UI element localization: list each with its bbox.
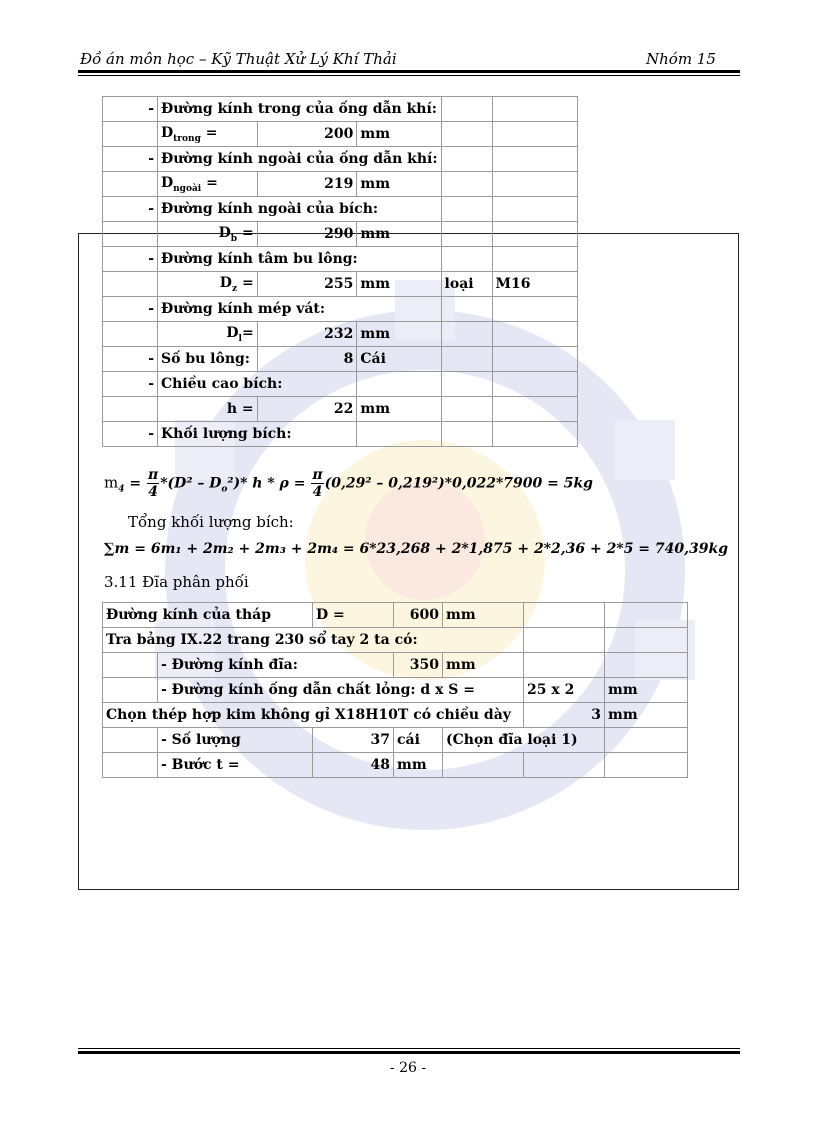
d-trong-value: 200 xyxy=(257,122,357,147)
h-value: 22 xyxy=(257,397,357,422)
pipe-label: - Đường kính ống dẫn chất lỏng: d x S = xyxy=(158,678,524,703)
table-row xyxy=(103,703,688,728)
step-value: 48 xyxy=(313,753,394,778)
table-row xyxy=(103,422,578,447)
qty-unit: cái xyxy=(394,728,443,753)
formula-m4: $m_4$ = $\frac{\pi}{4}$ $*(D^2 - D_o^2)*$ h * ρ = $\frac{\pi}{4}$ (0,29² – 0,219²)*0,022*7900 = 5kg xyxy=(104,467,593,500)
table-row xyxy=(103,678,688,703)
db-unit: mm xyxy=(357,222,441,247)
bolt-count-unit: Cái xyxy=(357,347,441,372)
height-label: Chiều cao bích: xyxy=(158,372,357,397)
table-row xyxy=(103,247,578,272)
tower-value: 600 xyxy=(394,603,443,628)
bevel-label: Đường kính mép vát: xyxy=(158,297,442,322)
inner-pipe-label: Đường kính trong của ống dẫn khí: xyxy=(158,97,442,122)
d-trong-unit: mm xyxy=(357,122,441,147)
table-row xyxy=(103,628,688,653)
formula-total: ∑m = 6m₁ + 2m₂ + 2m₃ + 2m₄ = 6*23,268 + 2*1,875 + 2*2,36 + 2*5 = 740,39kg xyxy=(104,541,728,557)
step-label: - Bước t = xyxy=(158,753,313,778)
step-unit: mm xyxy=(394,753,443,778)
db-value: 290 xyxy=(257,222,357,247)
flange-outer-label: Đường kính ngoài của bích: xyxy=(158,197,442,222)
pipe-unit: mm xyxy=(605,678,688,703)
table-row xyxy=(103,97,578,122)
tower-label: Đường kính của tháp xyxy=(103,603,313,628)
dash: - xyxy=(103,372,158,397)
footer-rule xyxy=(78,1051,740,1054)
dash: - xyxy=(103,197,158,222)
table-row xyxy=(103,222,578,247)
table-row xyxy=(103,272,578,297)
table-row xyxy=(103,347,578,372)
table-row xyxy=(103,172,578,197)
lookup-text: Tra bảng IX.22 trang 230 sổ tay 2 ta có: xyxy=(103,628,524,653)
dl-symbol: $D_l=$ xyxy=(158,322,258,347)
dl-unit: mm xyxy=(357,322,441,347)
db-symbol: $D_b$ = xyxy=(158,222,258,247)
h-unit: mm xyxy=(357,397,441,422)
tower-symbol: D = xyxy=(313,603,394,628)
dz-symbol: $D_z$ = xyxy=(158,272,258,297)
table-row xyxy=(103,197,578,222)
table-row xyxy=(103,603,688,628)
table-row xyxy=(103,653,688,678)
bolt-count-label: Số bu lông: xyxy=(158,347,258,372)
section-title: 3.11 Đĩa phân phối xyxy=(104,573,249,591)
header-title: Đồ án môn học – Kỹ Thuật Xử Lý Khí Thải xyxy=(80,50,397,68)
disk-unit: mm xyxy=(443,653,524,678)
d-trong-symbol: $D_{trong}$ = xyxy=(158,122,258,147)
disk-label: - Đường kính đĩa: xyxy=(158,653,394,678)
dash: - xyxy=(103,97,158,122)
bolt-count-value: 8 xyxy=(257,347,357,372)
dz-unit: mm xyxy=(357,272,441,297)
bolt-type-label: loại xyxy=(441,272,492,297)
steel-label: Chọn thép hợp kim không gỉ X18H10T có chiều dày xyxy=(103,703,524,728)
table-row xyxy=(103,322,578,347)
header-rule-thin xyxy=(78,75,740,76)
dash: - xyxy=(103,422,158,447)
h-symbol: h = xyxy=(158,397,258,422)
d-ngoai-unit: mm xyxy=(357,172,441,197)
dash: - xyxy=(103,247,158,272)
steel-unit: mm xyxy=(605,703,688,728)
header-group: Nhóm 15 xyxy=(646,50,716,68)
table-row xyxy=(103,147,578,172)
table-row xyxy=(103,753,688,778)
dash: - xyxy=(103,297,158,322)
pi-over-4: $\frac{\pi}{4}$ xyxy=(147,467,159,500)
table-row xyxy=(103,728,688,753)
dz-value: 255 xyxy=(257,272,357,297)
dash: - xyxy=(103,347,158,372)
tower-unit: mm xyxy=(443,603,524,628)
bolt-type-value: M16 xyxy=(492,272,577,297)
distributor-table xyxy=(102,602,688,778)
table-row xyxy=(103,397,578,422)
table-row xyxy=(103,372,578,397)
total-mass-label: Tổng khối lượng bích: xyxy=(128,513,294,531)
d-ngoai-symbol: $D_{ngoài}$ = xyxy=(158,172,258,197)
qty-note: (Chọn đĩa loại 1) xyxy=(443,728,605,753)
footer-rule-thin xyxy=(78,1048,740,1049)
qty-label: - Số lượng xyxy=(158,728,313,753)
qty-value: 37 xyxy=(313,728,394,753)
flange-table xyxy=(102,96,578,447)
disk-value: 350 xyxy=(394,653,443,678)
table-row xyxy=(103,122,578,147)
pipe-value: 25 x 2 xyxy=(524,678,605,703)
d-ngoai-value: 219 xyxy=(257,172,357,197)
page-number: - 26 - xyxy=(389,1060,427,1076)
dl-value: 232 xyxy=(257,322,357,347)
pi-over-4: $\frac{\pi}{4}$ xyxy=(312,467,323,500)
mass-label: Khối lượng bích: xyxy=(158,422,357,447)
header-rule xyxy=(78,70,740,73)
outer-pipe-label: Đường kính ngoài của ống dẫn khí: xyxy=(158,147,442,172)
bolt-center-label: Đường kính tâm bu lông: xyxy=(158,247,442,272)
dash: - xyxy=(103,147,158,172)
steel-value: 3 xyxy=(524,703,605,728)
table-row xyxy=(103,297,578,322)
